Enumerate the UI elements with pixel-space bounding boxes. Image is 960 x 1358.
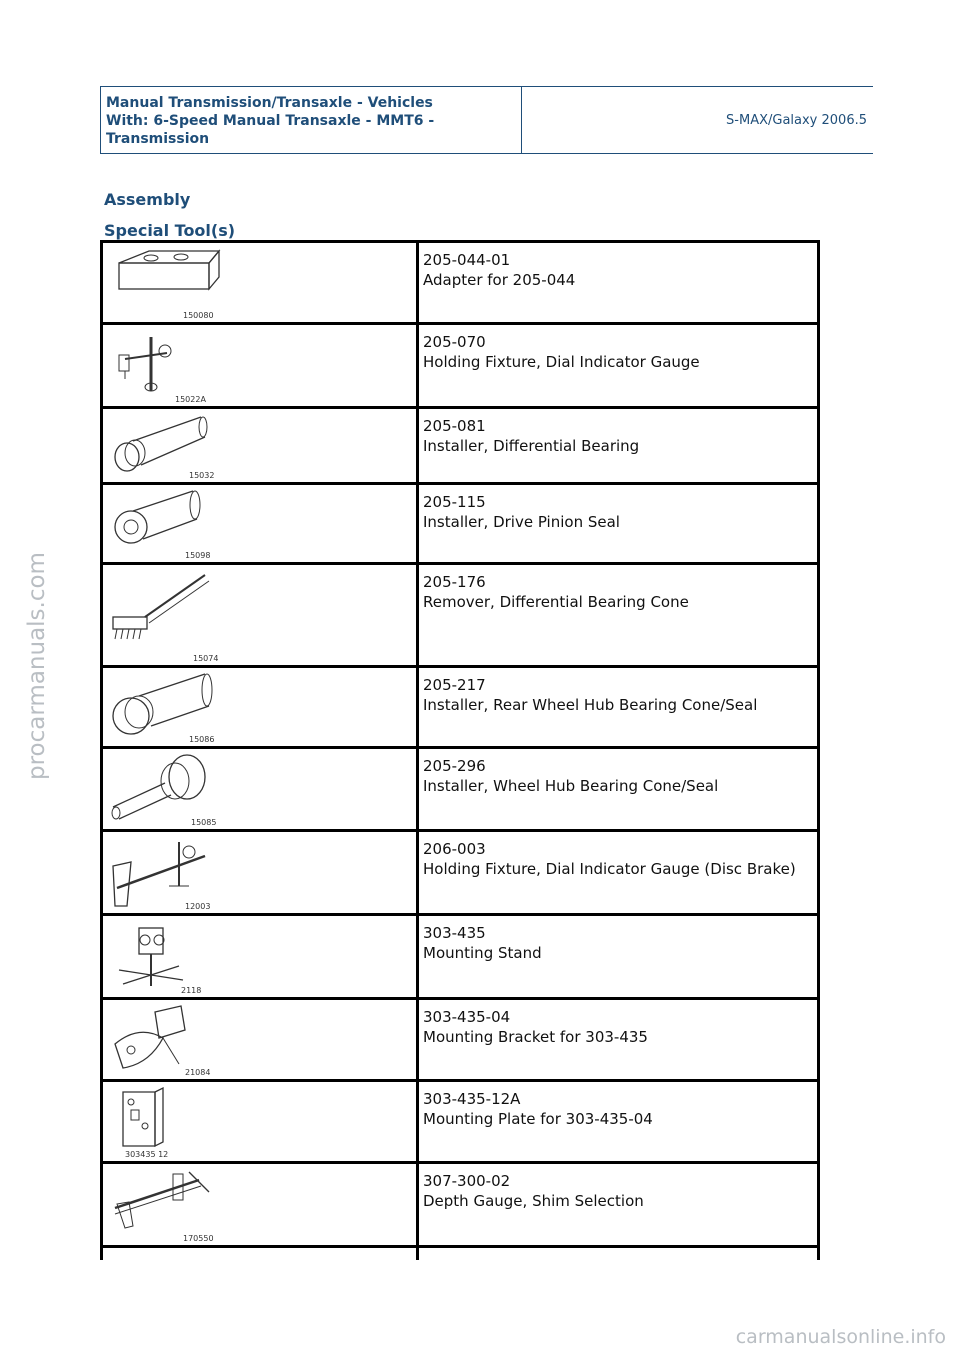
illustration-ref-number: 15074	[193, 654, 219, 663]
illustration-ref-number: 12003	[185, 902, 211, 911]
tool-info	[419, 832, 817, 913]
tool-number: 205-176	[423, 573, 486, 591]
wheel-hub-installer-icon	[109, 753, 229, 826]
tool-info	[419, 243, 817, 322]
illustration-ref-number: 2118	[181, 986, 202, 995]
block-adapter-icon	[109, 247, 229, 319]
tool-number: 205-296	[423, 757, 486, 775]
tool-illustration	[103, 243, 419, 322]
tool-row	[103, 409, 817, 485]
tool-illustration	[103, 325, 419, 406]
tool-illustration	[103, 1164, 419, 1245]
tool-info	[419, 1000, 817, 1079]
mounting-plate-icon	[109, 1086, 229, 1158]
tool-row	[103, 1082, 817, 1164]
tool-info	[419, 668, 817, 746]
hub-bearing-installer-icon	[109, 672, 229, 743]
header-vehicle: S-MAX/Galaxy 2006.5	[726, 112, 867, 128]
header-title-line-2: With: 6-Speed Manual Transaxle - MMT6 -	[106, 113, 435, 129]
illustration-ref-number: 15032	[189, 471, 215, 480]
bearing-remover-icon	[109, 569, 229, 662]
tool-illustration	[103, 485, 419, 562]
illustration-ref-number: 15098	[185, 551, 211, 560]
tool-info	[419, 325, 817, 406]
tool-row	[103, 565, 817, 668]
tool-row	[103, 1000, 817, 1082]
tool-illustration	[103, 916, 419, 997]
tool-description: Mounting Plate for 303-435-04	[423, 1110, 653, 1128]
tool-info	[419, 409, 817, 482]
tool-description: Remover, Differential Bearing Cone	[423, 593, 689, 611]
special-tools-table	[100, 240, 820, 1248]
tool-description: Mounting Bracket for 303-435	[423, 1028, 648, 1046]
tool-row	[103, 325, 817, 409]
section-title: Assembly	[104, 190, 191, 209]
mounting-bracket-icon	[109, 1004, 229, 1076]
tool-description: Installer, Differential Bearing	[423, 437, 640, 455]
tool-row	[103, 485, 817, 565]
depth-gauge-icon	[109, 1168, 229, 1242]
tool-number: 206-003	[423, 840, 486, 858]
tool-description: Installer, Wheel Hub Bearing Cone/Seal	[423, 777, 719, 795]
illustration-ref-number: 150080	[183, 311, 214, 320]
tool-row	[103, 243, 817, 325]
tool-description: Holding Fixture, Dial Indicator Gauge (Disc Brake)	[423, 860, 796, 878]
tool-number: 303-435-04	[423, 1008, 511, 1026]
tool-illustration	[103, 668, 419, 746]
tool-illustration	[103, 1082, 419, 1161]
tool-row	[103, 1164, 817, 1248]
tool-illustration	[103, 1000, 419, 1079]
tool-info	[419, 749, 817, 829]
tool-row	[103, 749, 817, 832]
footer-watermark: carmanualsonline.info	[735, 1326, 946, 1348]
header-title-line-1: Manual Transmission/Transaxle - Vehicles	[106, 95, 433, 111]
tool-info	[419, 1082, 817, 1161]
tool-illustration	[103, 409, 419, 482]
tool-number: 303-435-12A	[423, 1090, 521, 1108]
tool-number: 307-300-02	[423, 1172, 511, 1190]
tool-info	[419, 1164, 817, 1245]
tool-description: Mounting Stand	[423, 944, 542, 962]
tool-number: 205-070	[423, 333, 486, 351]
holding-fixture-icon	[109, 329, 229, 403]
tool-row	[103, 832, 817, 916]
illustration-ref-number: 303435 12	[125, 1150, 169, 1159]
tool-illustration	[103, 749, 419, 829]
table-continuation	[100, 1248, 820, 1260]
illustration-ref-number: 21084	[185, 1068, 211, 1077]
header-title-line-3: Transmission	[106, 131, 210, 147]
illustration-ref-number: 15022A	[175, 395, 206, 404]
tool-illustration	[103, 565, 419, 665]
tool-description: Depth Gauge, Shim Selection	[423, 1192, 644, 1210]
tool-info	[419, 565, 817, 665]
dial-indicator-fixture-icon	[109, 836, 229, 910]
seal-installer-icon	[109, 489, 229, 559]
tool-info	[419, 485, 817, 562]
tool-illustration	[103, 832, 419, 913]
side-watermark: procarmanuals.com	[24, 552, 50, 780]
tools-title: Special Tool(s)	[104, 221, 236, 240]
tool-description: Installer, Rear Wheel Hub Bearing Cone/Seal	[423, 696, 758, 714]
page-header	[100, 86, 873, 154]
tool-number: 205-044-01	[423, 251, 511, 269]
tool-row	[103, 668, 817, 749]
illustration-ref-number: 170550	[183, 1234, 214, 1243]
tool-number: 205-081	[423, 417, 486, 435]
tool-number: 303-435	[423, 924, 486, 942]
illustration-ref-number: 15085	[191, 818, 217, 827]
header-title	[100, 87, 522, 153]
tool-number: 205-115	[423, 493, 486, 511]
mounting-stand-icon	[109, 920, 229, 994]
tool-number: 205-217	[423, 676, 486, 694]
tool-info	[419, 916, 817, 997]
tool-description: Installer, Drive Pinion Seal	[423, 513, 620, 531]
tool-row	[103, 916, 817, 1000]
tool-description: Adapter for 205-044	[423, 271, 576, 289]
illustration-ref-number: 15086	[189, 735, 215, 744]
bearing-installer-icon	[109, 413, 229, 479]
tool-description: Holding Fixture, Dial Indicator Gauge	[423, 353, 700, 371]
